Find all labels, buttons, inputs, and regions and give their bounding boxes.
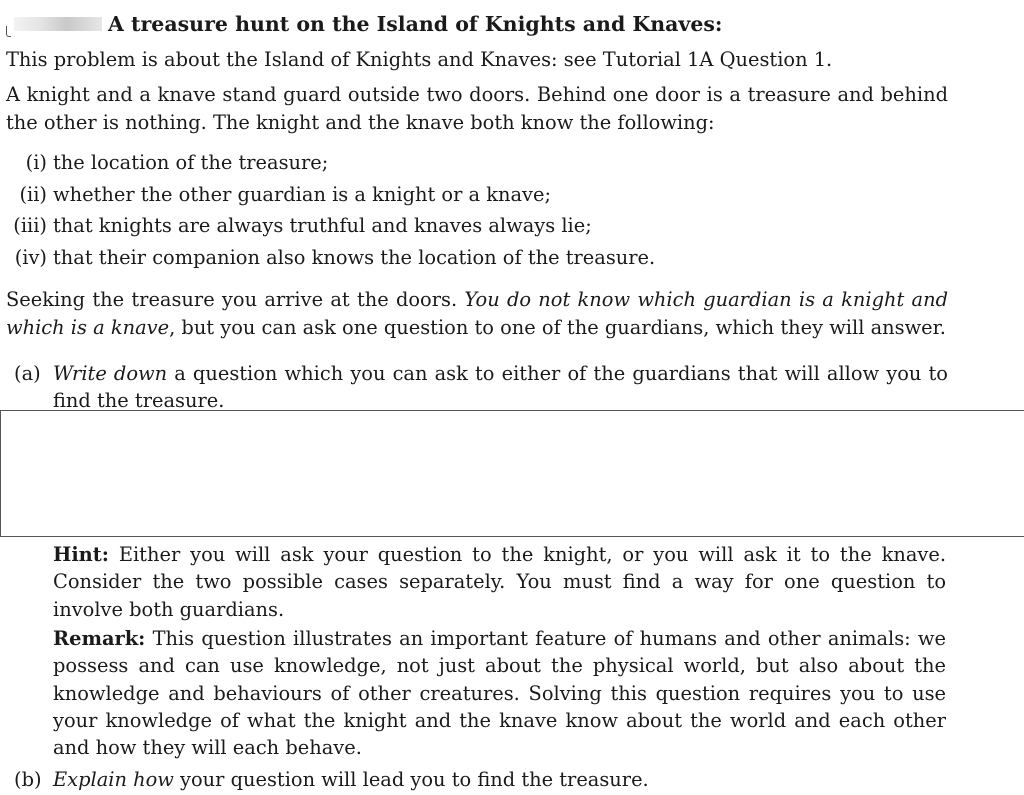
part-a-italic: Write down — [53, 362, 168, 385]
hint-label: Hint: — [53, 543, 109, 566]
list-text: whether the other guardian is a knight or a knave; — [53, 183, 552, 206]
intro-paragraph: A knight and a knave stand guard outside two doors. Behind one door is a treasure and behind the other is nothing. The knight and the knave both know the following: — [6, 83, 948, 134]
seeking-paragraph — [6, 286, 948, 341]
part-a-body: a question which you can ask to either of the guardians that will allow you to find the treasure. — [53, 362, 948, 412]
list-label: (iii) — [13, 214, 47, 237]
part-b-label: (b) — [14, 768, 42, 791]
part-b — [6, 766, 948, 793]
answer-box-a[interactable] — [0, 410, 1024, 537]
remark-label: Remark: — [53, 627, 146, 650]
list-label: (iv) — [14, 246, 47, 269]
list-label: (i) — [25, 151, 47, 174]
list-text: that knights are always truthful and knaves always lie; — [53, 214, 592, 237]
list-text: that their companion also knows the location of the treasure. — [53, 246, 656, 269]
list-text: the location of the treasure; — [53, 151, 329, 174]
part-b-text — [53, 766, 948, 793]
part-b-body: your question will lead you to find the treasure. — [173, 768, 649, 791]
part-a-label: (a) — [14, 362, 41, 385]
list-label: (ii) — [19, 183, 47, 206]
seeking-end: , but you can ask one question to one of the guardians, which they will answer. — [169, 315, 946, 339]
seeking-start: Seeking the treasure you arrive at the doors. — [6, 288, 458, 311]
hint-text: Either you will ask your question to the knight, or you will ask it to the knave. Consider the two possible cases separately. You must find a way for one question to involve both guardians. — [53, 543, 946, 621]
remark-paragraph — [53, 625, 946, 761]
list-item-ii — [6, 181, 552, 209]
list-item-iii — [6, 212, 592, 240]
hint-paragraph — [53, 541, 946, 623]
redaction-mark — [6, 26, 11, 37]
part-a — [6, 360, 948, 414]
intro-line: This problem is about the Island of Knights and Knaves: see Tutorial 1A Question 1. — [6, 48, 833, 71]
seeking-italic: You do not know which guardian is a knight and which is a knave — [6, 288, 949, 339]
part-b-italic: Explain how — [53, 768, 174, 791]
list-item-iv — [6, 244, 656, 272]
remark-text: This question illustrates an important feature of humans and other animals: we possess and can use knowledge, not just about the physical world, but also about the knowledge and behaviours of other creatures. Solving this question requires you to use your knowledge of what the knight and the knave know about the world and each other and how they will each behave. — [53, 627, 946, 760]
part-a-text — [53, 360, 948, 414]
redacted-name — [14, 17, 102, 31]
problem-title: A treasure hunt on the Island of Knights and Knaves: — [108, 12, 723, 36]
list-item-i — [6, 149, 329, 177]
